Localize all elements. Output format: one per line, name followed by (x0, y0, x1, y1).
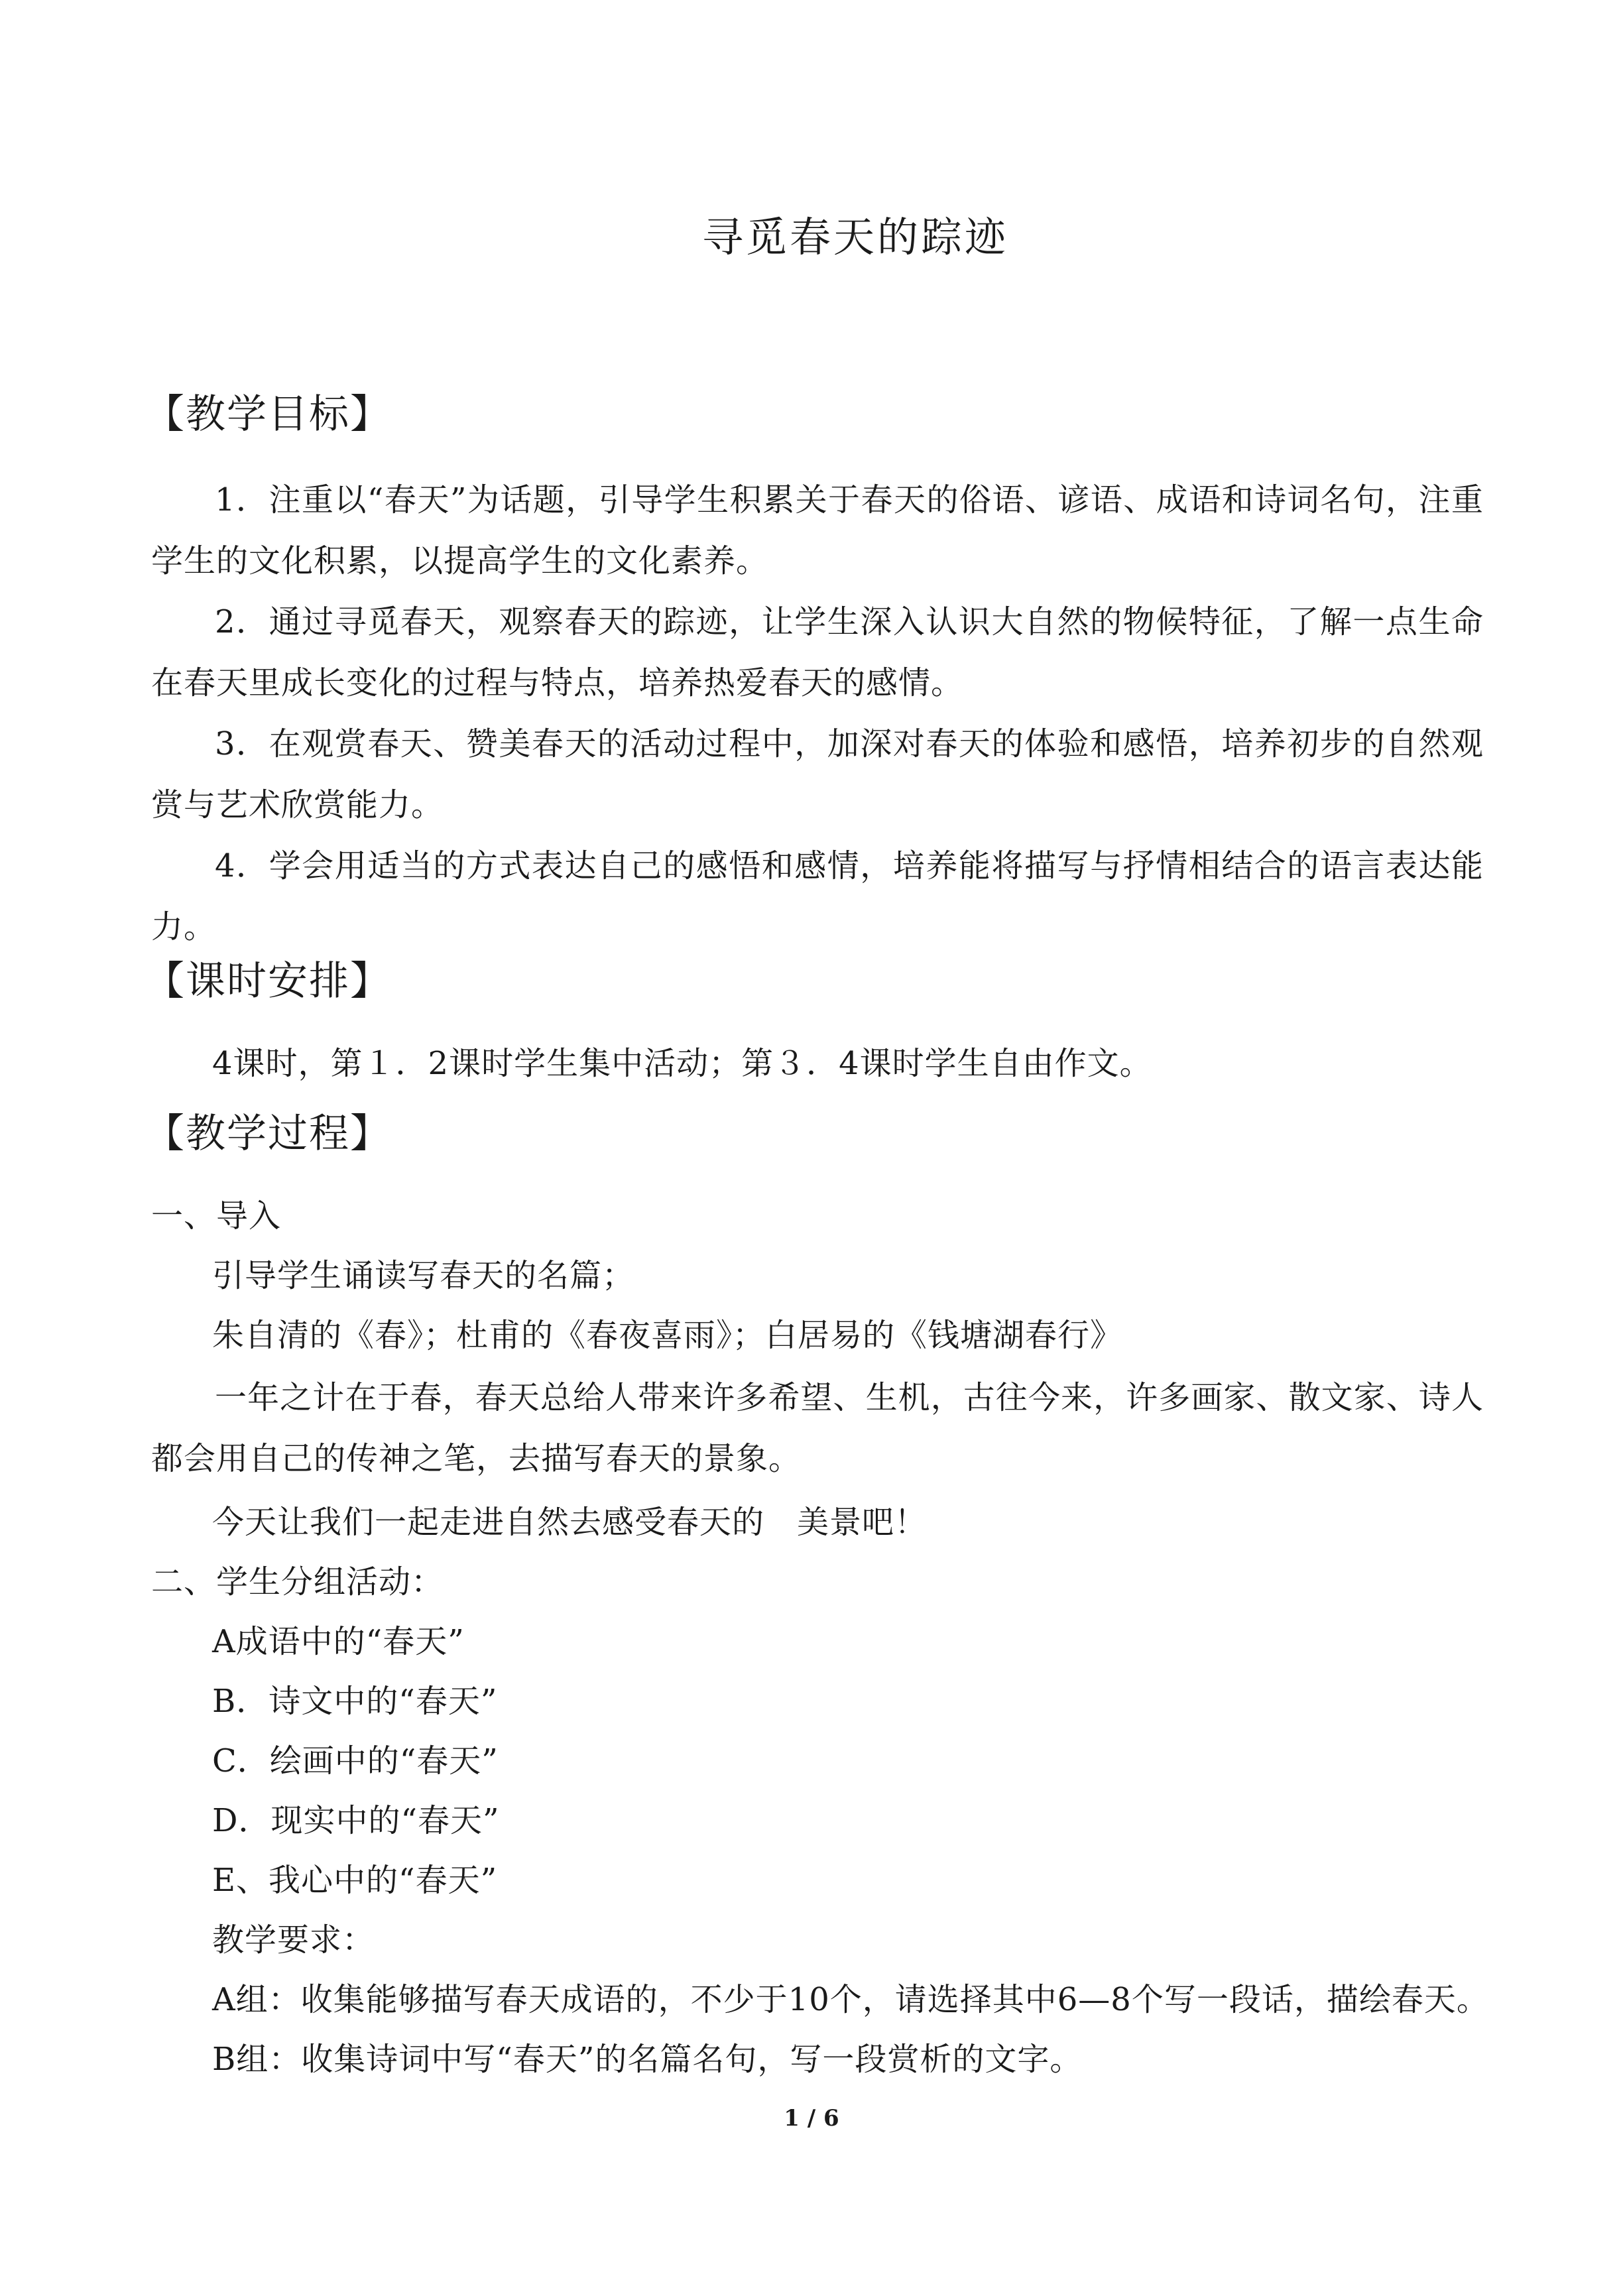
intro-line-1: 引导学生诵读写春天的名篇； (212, 1257, 635, 1294)
group-item-a: A成语中的“春天” (212, 1623, 465, 1660)
intro-heading: 一、导入 (151, 1197, 282, 1235)
group-item-c: C．绘画中的“春天” (212, 1742, 499, 1780)
process-heading: 【教学过程】 (145, 1111, 391, 1157)
intro-line-2: 朱自清的《春》；杜甫的《春夜喜雨》；白居易的《钱塘湖春行》 (212, 1317, 1123, 1354)
goal-item-3: 3．在观赏春天、赞美春天的活动过程中，加深对春天的体验和感悟，培养初步的自然观赏与艺术欣赏能力。 (151, 725, 1484, 823)
requirement-a: A组：收集能够描写春天成语的，不少于10个，请选择其中6—8个写一段话，描绘春天。 (212, 1981, 1489, 2018)
requirement-b: B组：收集诗词中写“春天”的名篇名句，写一段赏析的文字。 (212, 2041, 1083, 2078)
group-item-b: B．诗文中的“春天” (212, 1683, 498, 1720)
goal-item-2: 2．通过寻觅春天，观察春天的踪迹，让学生深入认识大自然的物候特征，了解一点生命在春天里成长变化的过程与特点，培养热爱春天的感情。 (151, 603, 1484, 701)
page-number: 1 / 6 (784, 2105, 839, 2132)
intro-closing: 今天让我们一起走进自然去感受春天的 美景吧！ (212, 1504, 928, 1541)
goal-item-1: 1．注重以“春天”为话题，引导学生积累关于春天的俗语、谚语、成语和诗词名句，注重学生的文化积累，以提高学生的文化素养。 (151, 481, 1484, 579)
group-item-e: E、我心中的“春天” (212, 1862, 498, 1899)
goal-item-4: 4．学会用适当的方式表达自己的感悟和感情，培养能将描写与抒情相结合的语言表达能力。 (151, 847, 1484, 945)
schedule-heading: 【课时安排】 (145, 958, 391, 1004)
group-heading: 二、学生分组活动： (151, 1563, 444, 1601)
group-item-d: D．现实中的“春天” (212, 1802, 500, 1839)
goals-heading: 【教学目标】 (145, 391, 391, 438)
intro-paragraph: 一年之计在于春，春天总给人带来许多希望、生机，古往今来，许多画家、散文家、诗人都会用自己的传神之笔，去描写春天的景象。 (151, 1379, 1484, 1477)
schedule-text: 4课时，第１．2课时学生集中活动；第３．4课时学生自由作文。 (212, 1045, 1152, 1082)
requirements-label: 教学要求： (212, 1921, 375, 1959)
document-title: 寻觅春天的踪迹 (701, 213, 1008, 261)
